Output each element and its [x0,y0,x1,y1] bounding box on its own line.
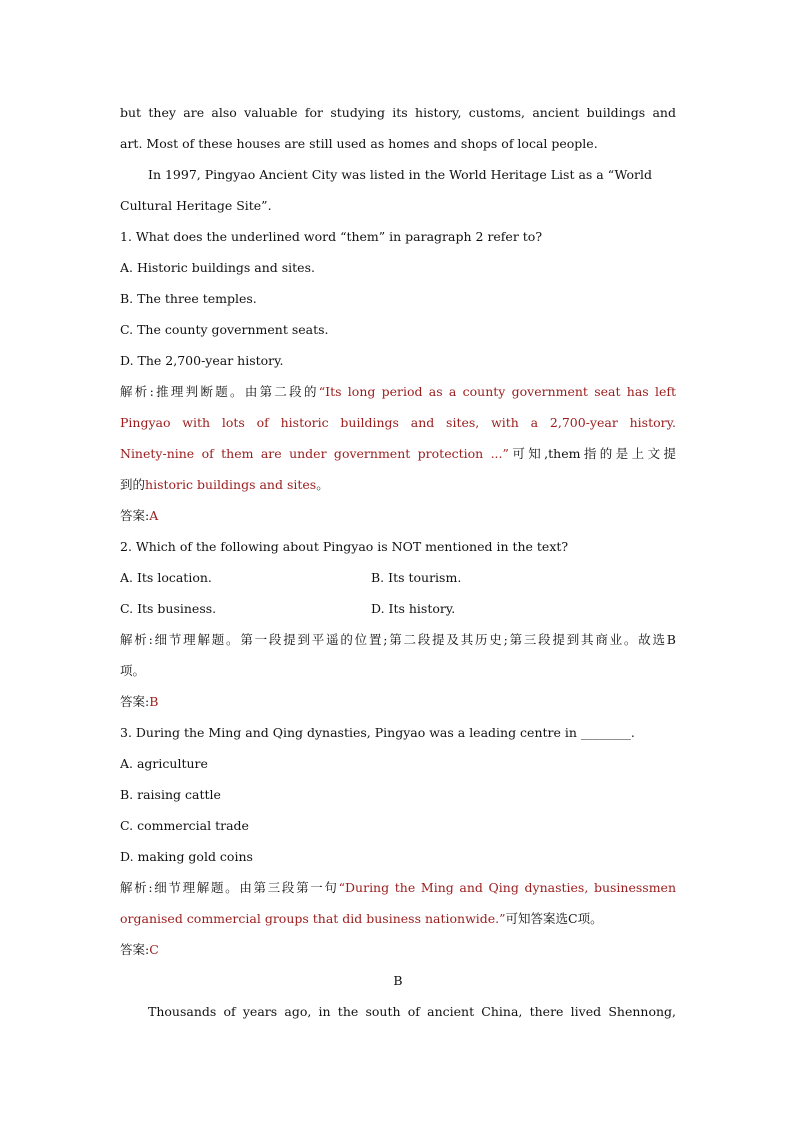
explanation-line [120,469,676,500]
question-3: 3. During the Ming and Qing dynasties, Pingyao was a leading centre in ________. [120,725,635,740]
passage-line: Cultural Heritage Site”. [120,198,272,213]
passage-line: Thousands of years ago, in the south of ancient China, there lived Shennong, [148,1004,676,1019]
explanation-text: 到的 [120,477,146,492]
option: D. making gold coins [120,849,253,864]
explanation-line [120,872,676,903]
explanation-text: 。 [316,477,329,492]
answer-line [120,500,676,531]
option: D. The 2,700-year history. [120,353,284,368]
passage-line: but they are also valuable for studying its history, customs, ancient buildings and [120,105,676,120]
document-page [120,97,676,1027]
explanation-line [120,376,676,407]
explanation-quote: organised commercial groups that did business nationwide.” [120,911,506,926]
question-2: 2. Which of the following about Pingyao is NOT mentioned in the text? [120,539,569,554]
explanation-quote: Ninety-nine of them are under government protection ...” [120,446,509,461]
explanation-quote: Pingyao with lots of historic buildings and sites, with a 2,700-year history. [120,415,676,430]
answer-line [120,934,676,965]
option: A. Historic buildings and sites. [120,260,315,275]
explanation-text: 可知答案选C项。 [505,911,603,926]
explanation-line: 解析:细节理解题。第一段提到平遥的位置;第二段提及其历史;第三段提到其商业。故选B [120,632,676,647]
answer-label: 答案: [120,508,150,523]
option-row [120,562,676,593]
explanation-quote: “During the Ming and Qing dynasties, businessmen [338,880,676,895]
passage-line: art. Most of these houses are still used as homes and shops of local people. [120,136,598,151]
explanation-quote: historic buildings and sites [145,477,317,492]
explanation-label: 解析:细节理解题。由第三段第一句 [120,880,339,895]
passage-line: In 1997, Pingyao Ancient City was listed in the World Heritage List as a “World [148,167,652,182]
answer-value: C [149,942,159,957]
answer-value: A [149,508,159,523]
explanation-line [120,438,676,469]
option: C. Its business. [120,601,217,616]
option: A. agriculture [120,756,208,771]
option: B. Its tourism. [371,570,462,585]
option: B. The three temples. [120,291,257,306]
answer-value: B [149,694,159,709]
answer-label: 答案: [120,942,150,957]
explanation-line: 项。 [120,663,146,678]
explanation-text: 可知,them指的是上文提 [508,446,676,461]
explanation-line [120,903,676,934]
option: C. The county government seats. [120,322,329,337]
answer-label: 答案: [120,694,150,709]
question-1: 1. What does the underlined word “them” in paragraph 2 refer to? [120,229,543,244]
explanation-quote: “Its long period as a county government seat has left [318,384,676,399]
answer-line [120,686,676,717]
explanation-label: 解析:推理判断题。由第二段的 [120,384,319,399]
option: C. commercial trade [120,818,249,833]
option: B. raising cattle [120,787,221,802]
section-heading: B [393,973,403,988]
option-row [120,593,676,624]
option: D. Its history. [371,601,456,616]
option: A. Its location. [120,570,212,585]
